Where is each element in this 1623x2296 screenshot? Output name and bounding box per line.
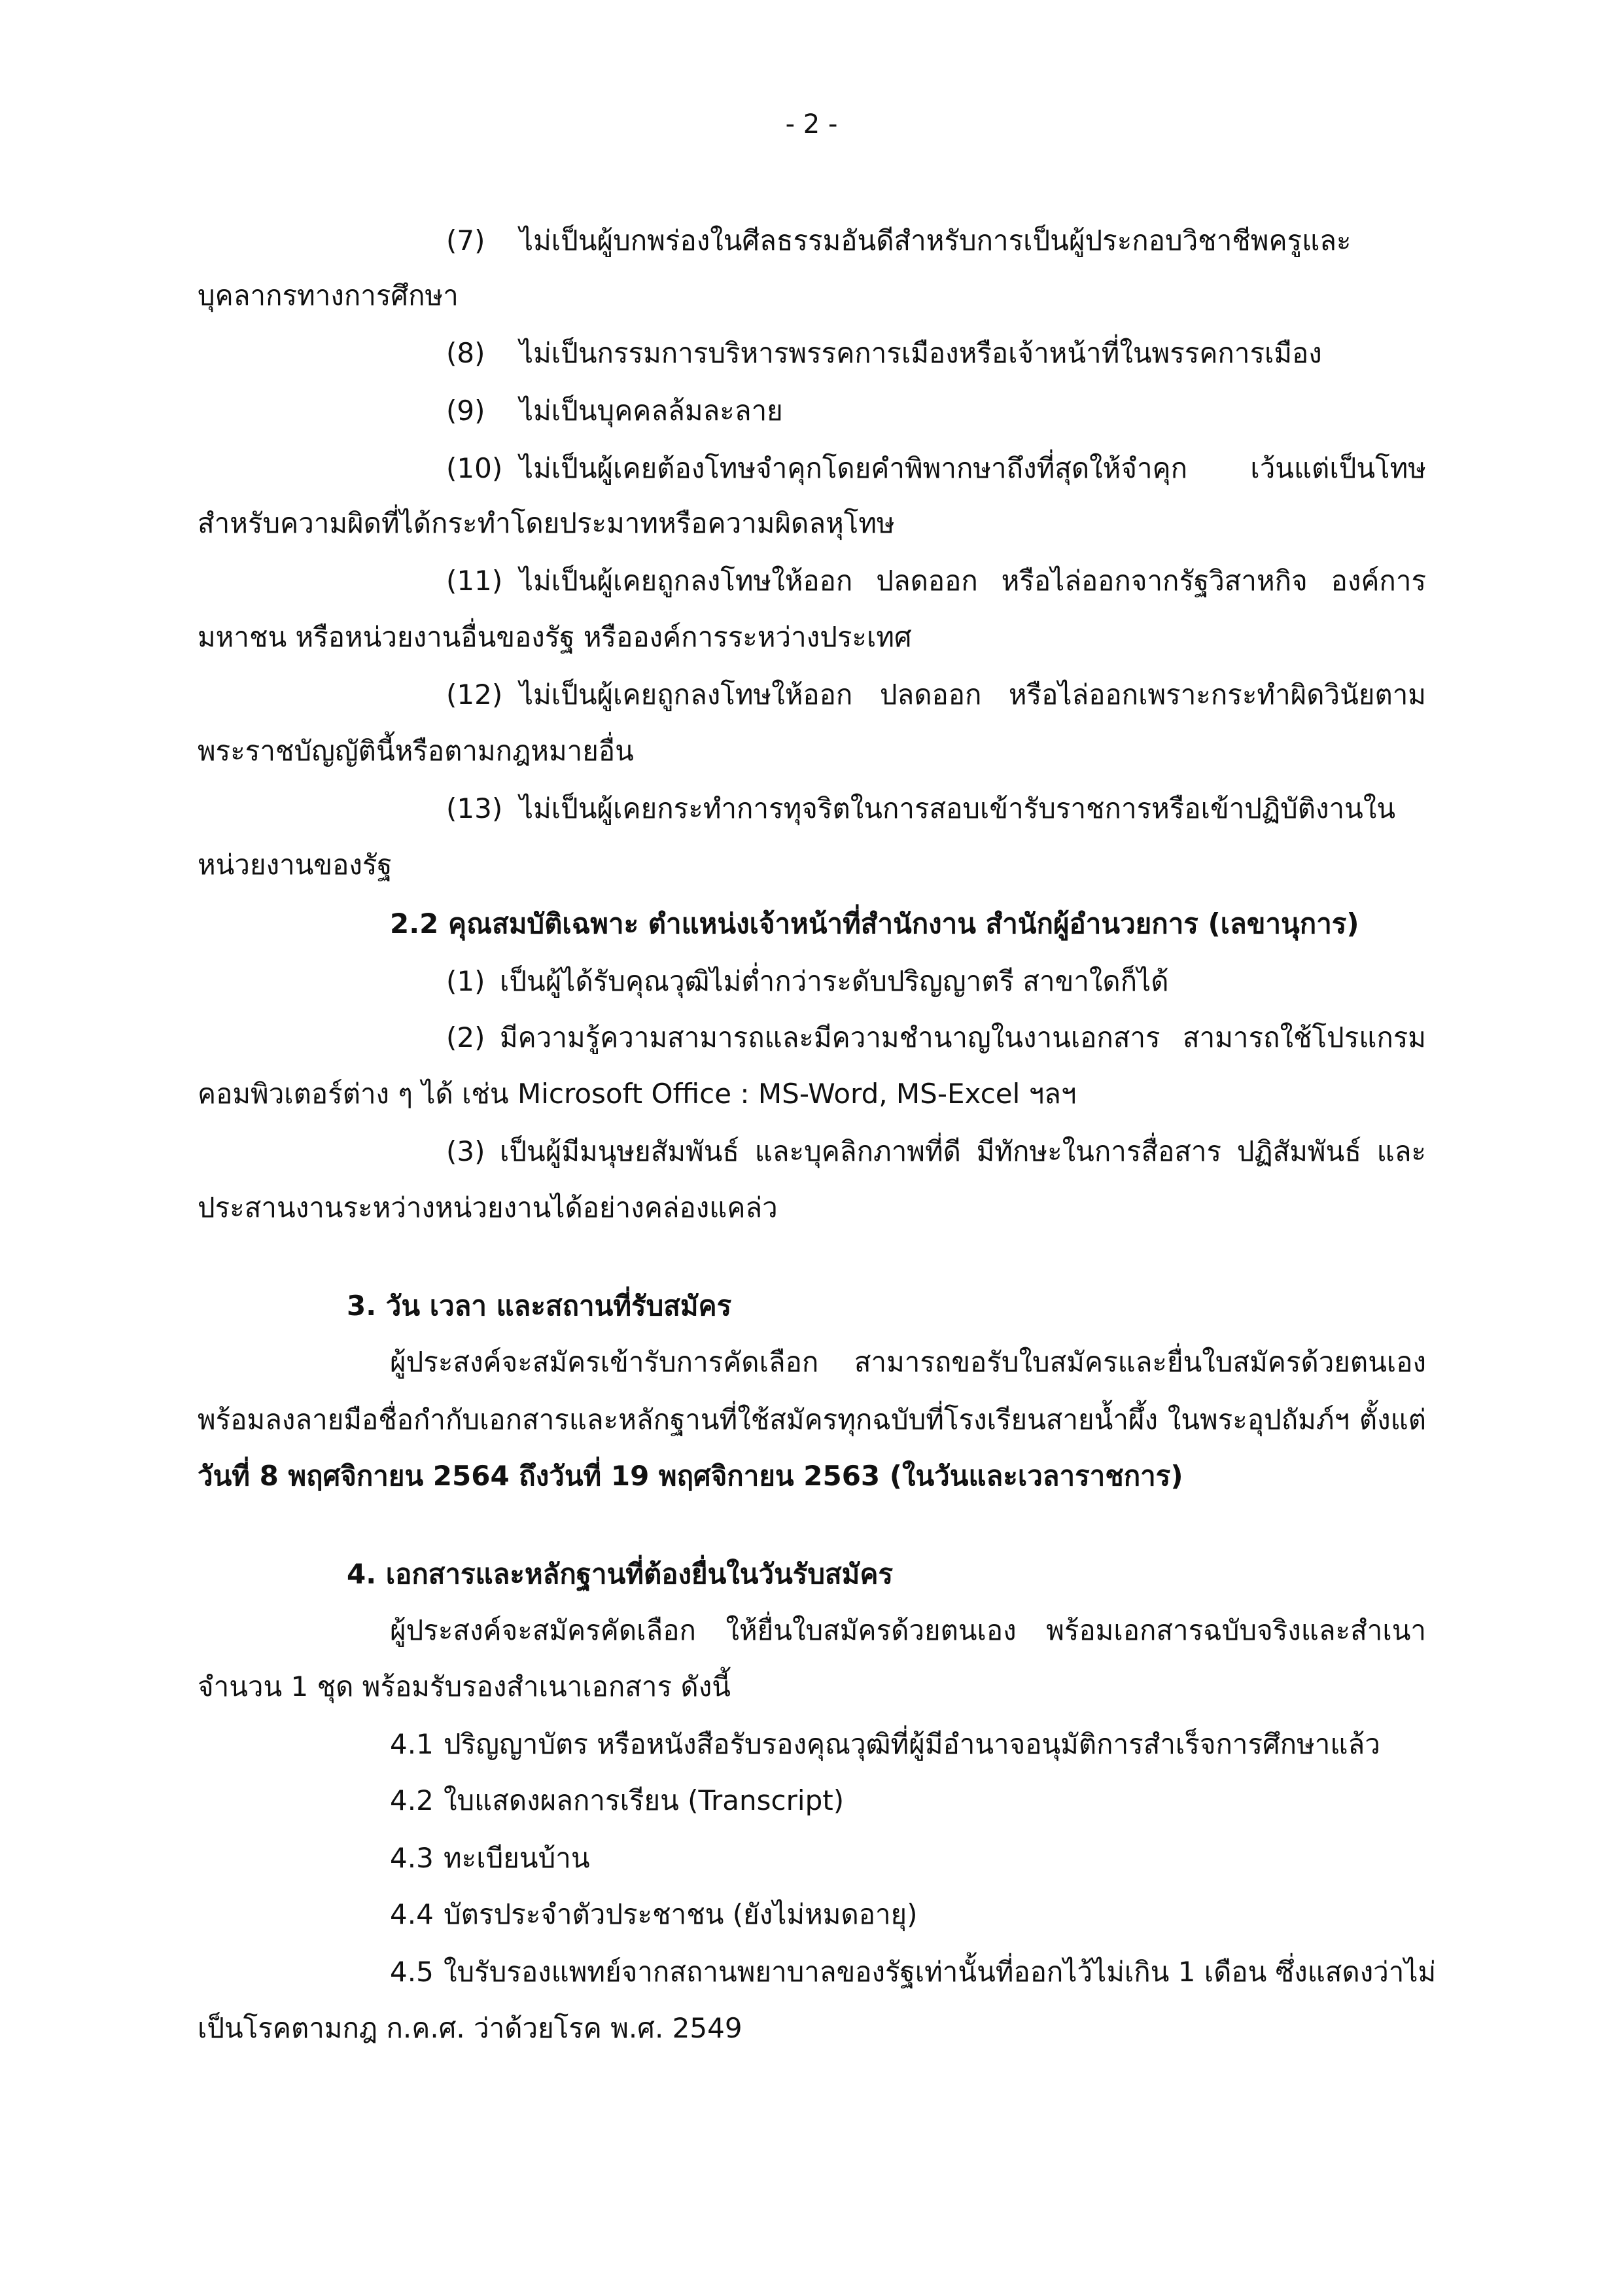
section-3-paragraph-line-1: ผู้ประสงค์จะสมัครเข้ารับการคัดเลือก สามารถขอรับใบสมัครและยื่นใบสมัครด้วยตนเอง bbox=[390, 1346, 1426, 1378]
specific-qualification-1 bbox=[446, 961, 1169, 1002]
document-item-4-4-text: บัตรประจำตัวประชาชน (ยังไม่หมดอายุ) bbox=[444, 1898, 918, 1930]
section-3-application-dates: วันที่ 8 พฤศจิกายน 2564 ถึงวันที่ 19 พฤศจิกายน 2563 (ในวันและเวลาราชการ) bbox=[198, 1460, 1183, 1492]
qualification-7-text: ไม่เป็นผู้บกพร่องในศีลธรรมอันดีสำหรับการเป็นผู้ประกอบวิชาชีพครูและ bbox=[519, 224, 1352, 256]
specific-qualification-3-number: (3) bbox=[446, 1135, 485, 1167]
qualification-7-number: (7) bbox=[446, 224, 485, 256]
qualification-10-line-2: สำหรับความผิดที่ได้กระทำโดยประมาทหรือความผิดลหุโทษ bbox=[198, 507, 895, 539]
qualification-12-number: (12) bbox=[446, 679, 503, 711]
qualification-11-number: (11) bbox=[446, 565, 503, 597]
qualification-8-number: (8) bbox=[446, 337, 485, 369]
qualification-9-text: ไม่เป็นบุคคลล้มละลาย bbox=[519, 395, 783, 427]
specific-qualification-2-number: (2) bbox=[446, 1021, 485, 1053]
document-item-4-1 bbox=[390, 1723, 1380, 1765]
qualification-13-number: (13) bbox=[446, 792, 503, 824]
document-item-4-1-text: ปริญญาบัตร หรือหนังสือรับรองคุณวุฒิที่ผู้มีอำนาจอนุมัติการสำเร็จการศึกษาแล้ว bbox=[444, 1728, 1380, 1760]
qualification-10-line-1 bbox=[446, 448, 1426, 489]
document-item-4-3 bbox=[390, 1837, 590, 1879]
specific-qualification-3-line-2: ประสานงานระหว่างหน่วยงานได้อย่างคล่องแคล่ว bbox=[198, 1192, 778, 1224]
qualification-11-text: ไม่เป็นผู้เคยถูกลงโทษให้ออก ปลดออก หรือไล่ออกจากรัฐวิสาหกิจ องค์การ bbox=[519, 565, 1426, 597]
qualification-8-line-1 bbox=[446, 332, 1322, 374]
qualification-10-text: ไม่เป็นผู้เคยต้องโทษจำคุกโดยคำพิพากษาถึงที่สุดให้จำคุก เว้นแต่เป็นโทษ bbox=[519, 452, 1426, 484]
page-number: - 2 - bbox=[785, 109, 838, 139]
document-item-4-1-number: 4.1 bbox=[390, 1728, 434, 1760]
document-item-4-2-text: ใบแสดงผลการเรียน (Transcript) bbox=[444, 1784, 845, 1816]
qualification-11-line-1 bbox=[446, 560, 1426, 602]
specific-qualification-3-line-1 bbox=[446, 1131, 1426, 1173]
section-4-paragraph-line-1: ผู้ประสงค์จะสมัครคัดเลือก ให้ยื่นใบสมัครด้วยตนเอง พร้อมเอกสารฉบับจริงและสำเนา bbox=[390, 1614, 1426, 1646]
section-3-paragraph-line-2: พร้อมลงลายมือชื่อกำกับเอกสารและหลักฐานที่ใช้สมัครทุกฉบับที่โรงเรียนสายน้ำผึ้ง ในพระอุปถัมภ์ฯ ตั้งแต่ bbox=[198, 1404, 1426, 1436]
specific-qualification-2-line-2: คอมพิวเตอร์ต่าง ๆ ได้ เช่น Microsoft Office : MS-Word, MS-Excel ฯลฯ bbox=[198, 1078, 1077, 1110]
document-item-4-5-line-2: เป็นโรคตามกฎ ก.ค.ศ. ว่าด้วยโรค พ.ศ. 2549 bbox=[198, 2012, 742, 2044]
qualification-12-line-1 bbox=[446, 674, 1426, 716]
qualification-9-number: (9) bbox=[446, 395, 485, 427]
specific-qualification-3-text: เป็นผู้มีมนุษยสัมพันธ์ และบุคลิกภาพที่ดี มีทักษะในการสื่อสาร ปฏิสัมพันธ์ และ bbox=[500, 1135, 1426, 1167]
specific-qualification-1-number: (1) bbox=[446, 965, 485, 997]
qualification-13-text: ไม่เป็นผู้เคยกระทำการทุจริตในการสอบเข้ารับราชการหรือเข้าปฏิบัติงานใน bbox=[519, 792, 1396, 824]
document-item-4-2-number: 4.2 bbox=[390, 1784, 434, 1816]
specific-qualification-2-text: มีความรู้ความสามารถและมีความชำนาญในงานเอกสาร สามารถใช้โปรแกรม bbox=[500, 1021, 1426, 1053]
qualification-11-line-2: มหาชน หรือหน่วยงานอื่นของรัฐ หรือองค์การระหว่างประเทศ bbox=[198, 621, 912, 653]
qualification-12-line-2: พระราชบัญญัตินี้หรือตามกฎหมายอื่น bbox=[198, 735, 634, 767]
section-2-2-heading: 2.2 คุณสมบัติเฉพาะ ตำแหน่งเจ้าหน้าที่สำนักงาน สำนักผู้อำนวยการ (เลขานุการ) bbox=[390, 908, 1359, 940]
qualification-7-line-2: บุคลากรทางการศึกษา bbox=[198, 279, 459, 311]
document-item-4-3-text: ทะเบียนบ้าน bbox=[444, 1842, 590, 1874]
document-item-4-4-number: 4.4 bbox=[390, 1898, 434, 1930]
document-item-4-5-text: ใบรับรองแพทย์จากสถานพยาบาลของรัฐเท่านั้นที่ออกไว้ไม่เกิน 1 เดือน ซึ่งแสดงว่าไม่ bbox=[444, 1956, 1437, 1988]
qualification-9-line-1 bbox=[446, 390, 783, 432]
document-item-4-2 bbox=[390, 1780, 844, 1822]
document-item-4-3-number: 4.3 bbox=[390, 1842, 434, 1874]
qualification-8-text: ไม่เป็นกรรมการบริหารพรรคการเมืองหรือเจ้าหน้าที่ในพรรคการเมือง bbox=[519, 337, 1322, 369]
section-4-paragraph-line-2: จำนวน 1 ชุด พร้อมรับรองสำเนาเอกสาร ดังนี้ bbox=[198, 1670, 731, 1703]
document-item-4-5-line-1 bbox=[390, 1951, 1437, 1993]
section-3-heading: 3. วัน เวลา และสถานที่รับสมัคร bbox=[347, 1290, 732, 1322]
document-item-4-5-number: 4.5 bbox=[390, 1956, 434, 1988]
document-item-4-4 bbox=[390, 1894, 918, 1935]
qualification-13-line-2: หน่วยงานของรัฐ bbox=[198, 849, 393, 881]
section-4-heading: 4. เอกสารและหลักฐานที่ต้องยื่นในวันรับสมัคร bbox=[347, 1558, 893, 1590]
qualification-10-number: (10) bbox=[446, 452, 503, 484]
qualification-12-text: ไม่เป็นผู้เคยถูกลงโทษให้ออก ปลดออก หรือไล่ออกเพราะกระทำผิดวินัยตาม bbox=[519, 679, 1426, 711]
qualification-7-line-1 bbox=[446, 220, 1426, 262]
specific-qualification-1-text: เป็นผู้ได้รับคุณวุฒิไม่ต่ำกว่าระดับปริญญาตรี สาขาใดก็ได้ bbox=[500, 965, 1169, 997]
qualification-13-line-1 bbox=[446, 788, 1426, 830]
specific-qualification-2-line-1 bbox=[446, 1017, 1426, 1059]
